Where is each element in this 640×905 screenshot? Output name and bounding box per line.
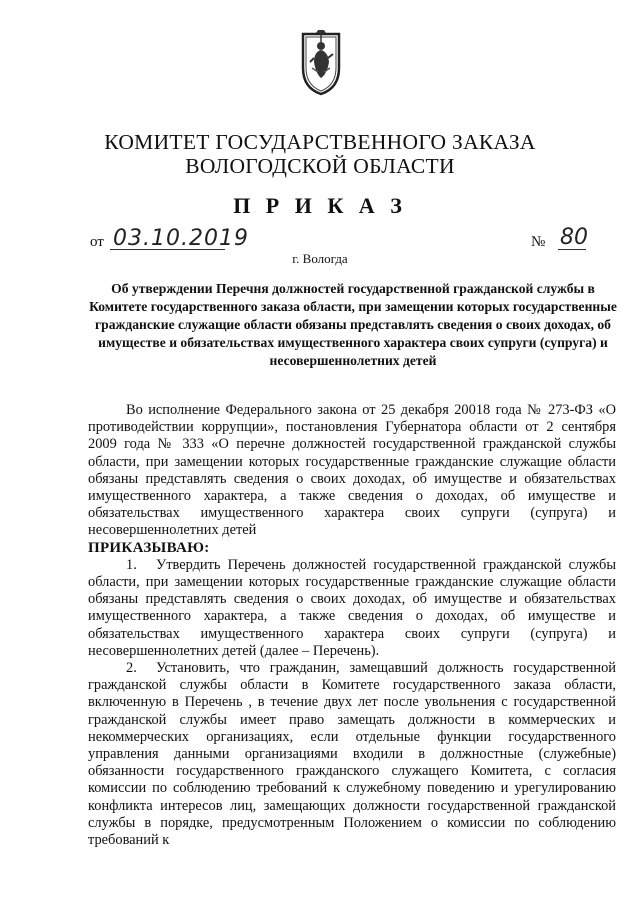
date-handwritten: 03.10.2019 [113, 226, 249, 251]
item-1-number: 1. [126, 556, 137, 573]
item-2 [88, 660, 616, 849]
number-prefix: № [531, 234, 546, 250]
document-title: П Р И К А З [233, 193, 407, 218]
preamble-paragraph: Во исполнение Федерального закона от 25 декабря 20018 года № 273-ФЗ «О противодействии коррупции», постановления Губернатора области от 2 сентября 2009 года № 333 «О перечне должностей государственной гражданской службы области, при замещении которых государственные гражданские служащие области обязаны представлять сведения о своих доходах, об имуществе и обязательствах имущественного характера, а также сведения о доходах, об имуществе и обязательствах имущественного характера своих супруги (супруга) и несовершеннолетних детей [88, 402, 616, 539]
item-2-number: 2. [126, 660, 137, 677]
coat-of-arms-icon [300, 28, 342, 96]
number-underline [558, 249, 586, 250]
date-prefix: от [90, 234, 104, 250]
item-2-text: Установить, что гражданин, замещавший должность государственной гражданской службы области в Комитете государственного заказа области, включенную в Перечень , в течение двух лет после увольнения с государственной гражданской службы имеет право замещать должности в коммерческих и некоммерческих организациях, если отдельные функции государственного управления данными организациями входили в должностные (служебные) обязанности государственного гражданского служащего Комитета, с согласия комиссии по соблюдению требований к служебному поведению и урегулированию конфликта интересов лиц, замещающих должности государственной гражданской службы в порядке, предусмотренным Положением о комиссии по соблюдению требований к [88, 660, 616, 849]
document-body [88, 402, 616, 849]
item-1-text: Утвердить Перечень должностей государственной гражданской службы области, при замещении которых государственные гражданские служащие области обязаны представлять сведения о своих доходах, об имуществе и обязательствах имущественного характера, а также сведения о доходах, об имуществе и обязательствах имущественного характера своих супруги (супруга) и несовершеннолетних детей (далее – Перечень). [88, 556, 616, 659]
date-underline [110, 249, 225, 250]
order-word: ПРИКАЗЫВАЮ: [88, 539, 210, 556]
item-1 [88, 557, 616, 660]
city: г. Вологда [292, 251, 348, 266]
organization-name-line2: ВОЛОГОДСКОЙ ОБЛАСТИ [185, 154, 455, 178]
number-handwritten: 80 [560, 225, 588, 250]
organization-name-line1: КОМИТЕТ ГОСУДАРСТВЕННОГО ЗАКАЗА [104, 130, 536, 154]
document-subject: Об утверждении Перечня должностей государственной гражданской службы в Комитете государственного заказа области, при замещении которых государственные гражданские служащие области обязаны представлять сведения о своих доходах, об имуществе и обязательствах имущественного характера своих супруги (супруга) и несовершеннолетних детей [89, 281, 617, 368]
